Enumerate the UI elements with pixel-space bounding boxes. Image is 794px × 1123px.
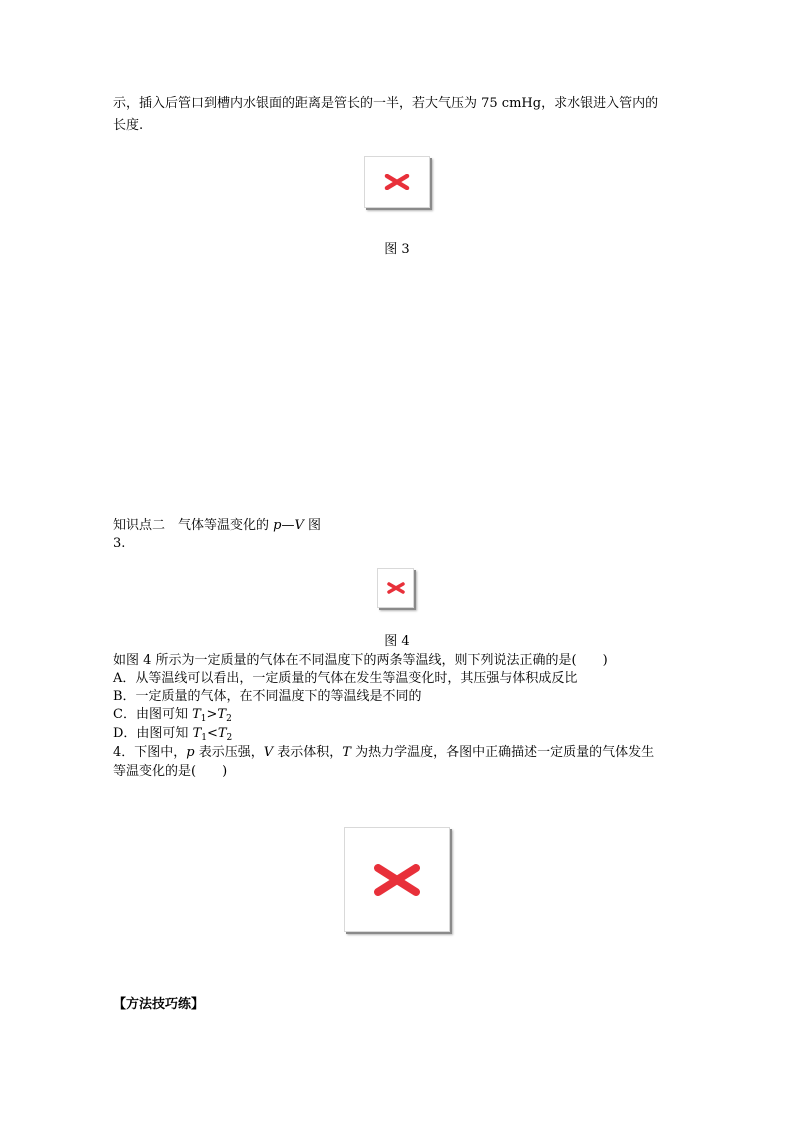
question-3-stem: 如图 4 所示为一定质量的气体在不同温度下的两条等温线，则下列说法正确的是( ): [113, 653, 608, 668]
broken-image-icon: [384, 174, 410, 190]
option-c-t1: T: [192, 707, 201, 722]
question-4-line2: 等温变化的是( ): [113, 764, 228, 779]
question-3-option-b: B．一定质量的气体，在不同温度下的等温线是不同的: [113, 689, 422, 704]
section-title-p: p: [273, 518, 282, 533]
problem2-line1: 示，插入后管口到槽内水银面的距离是管长的一半，若大气压为 75 cmHg，求水银进入管内的: [113, 96, 659, 111]
figure-3-image: [364, 156, 430, 208]
option-d-sub1: 1: [201, 733, 207, 743]
option-c-prefix: C．由图可知: [113, 707, 193, 722]
q4-text-a: 4．下图中，: [113, 745, 187, 760]
option-c-sub2: 2: [226, 714, 232, 724]
method-section-heading: 【方法技巧练】: [113, 997, 205, 1012]
figure-3-caption: 图 3: [384, 242, 410, 257]
q4-text-c: 表示体积，: [273, 745, 343, 760]
section-title-dash: —: [281, 518, 295, 533]
option-d-prefix: D．由图可知: [113, 726, 193, 741]
question-3-option-a: A．从等温线可以看出，一定质量的气体在发生等温变化时，其压强与体积成反比: [113, 671, 578, 686]
q4-var-t: T: [342, 745, 351, 760]
question-3-option-c: [113, 706, 232, 724]
question-4-image: [344, 827, 450, 932]
option-d-t1: T: [192, 726, 202, 741]
q4-text-d: 为热力学温度，各图中正确描述一定质量的气体发生: [350, 745, 655, 760]
option-d-operator: <: [206, 726, 218, 741]
q4-text-b: 表示压强，: [194, 745, 264, 760]
figure-4-caption: 图 4: [384, 634, 410, 649]
section-title-suffix: 图: [303, 518, 321, 533]
option-c-t2: T: [217, 707, 227, 722]
question-4-line1: [113, 744, 654, 762]
section-2-title: [113, 517, 321, 535]
broken-image-icon: [372, 864, 422, 896]
q4-var-v: V: [263, 745, 274, 760]
question-3-option-d: [113, 725, 232, 743]
broken-image-icon: [387, 582, 405, 594]
question-3-number: 3.: [113, 536, 126, 551]
option-d-sub2: 2: [226, 733, 233, 743]
option-d-t2: T: [217, 726, 227, 741]
option-c-sub1: 1: [200, 714, 207, 724]
option-c-operator: >: [206, 707, 218, 722]
section-title-v: V: [294, 518, 304, 533]
section-title-prefix: 知识点二 气体等温变化的: [113, 518, 274, 533]
problem2-line2: 长度.: [113, 118, 144, 133]
q4-var-p: p: [186, 745, 195, 760]
figure-4-image: [377, 568, 414, 608]
